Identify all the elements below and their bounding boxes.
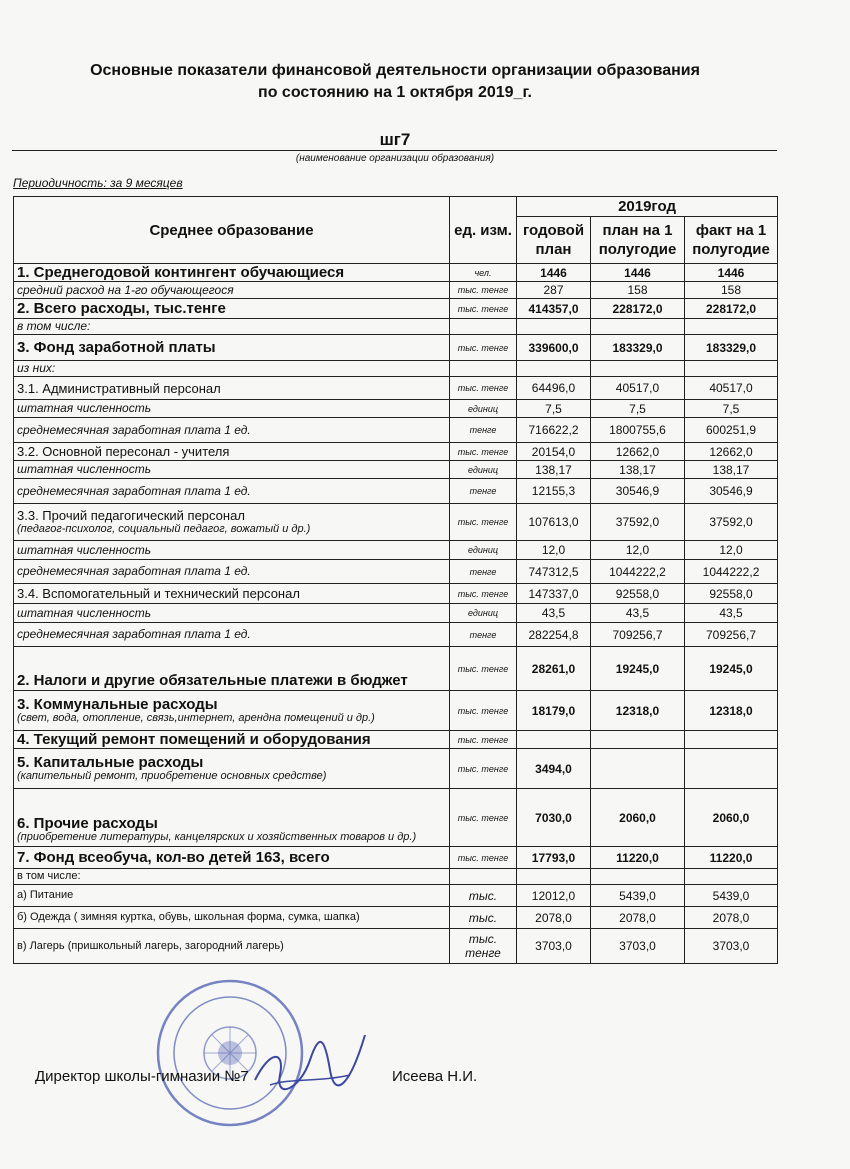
header-half-plan: план на 1 полугодие [591,217,685,264]
table-row [14,335,778,361]
table-row [14,377,778,400]
row-label-text: среднемесячная заработная плата 1 ед. [17,627,251,641]
row-label [14,400,450,418]
half-fact-value: 158 [685,282,778,299]
half-fact-value: 12318,0 [685,691,778,731]
table-row [14,789,778,847]
table-row [14,400,778,418]
annual-plan-value: 747312,5 [517,560,591,584]
half-plan-value: 92558,0 [591,584,685,604]
row-label-text: 7. Фонд всеобуча, кол-во детей 163, всего [17,849,330,866]
half-plan-value: 40517,0 [591,377,685,400]
half-fact-value: 228172,0 [685,299,778,319]
half-fact-value: 12,0 [685,541,778,560]
half-fact-value: 1044222,2 [685,560,778,584]
row-label [14,418,450,443]
organization-underline [12,150,777,151]
half-plan-value [591,869,685,885]
row-unit: тенге [450,479,517,504]
row-sublabel: (педагог-психолог, социальный педагог, вожатый и др.) [17,523,311,535]
annual-plan-value: 12,0 [517,541,591,560]
annual-plan-value: 12012,0 [517,885,591,907]
row-unit [450,361,517,377]
annual-plan-value [517,731,591,749]
row-label [14,847,450,869]
row-label [14,541,450,560]
annual-plan-value: 28261,0 [517,647,591,691]
row-unit: единиц [450,541,517,560]
half-fact-value: 43,5 [685,604,778,623]
half-plan-value: 19245,0 [591,647,685,691]
row-label-text: 6. Прочие расходы [17,815,158,832]
half-plan-value [591,749,685,789]
row-unit: тыс. тенге [450,929,517,964]
row-sublabel: (приобретение литературы, канцелярских и хозяйственных товаров и др.) [17,831,417,843]
row-label-text: в том числе: [17,319,91,333]
row-unit: тыс. [450,907,517,929]
half-plan-value: 5439,0 [591,885,685,907]
row-label-text: 1. Среднегодовой контингент обучающиеся [17,264,345,281]
row-label-text: а) Питание [17,889,74,901]
half-plan-value [591,319,685,335]
half-plan-value: 43,5 [591,604,685,623]
table-row [14,584,778,604]
table-row [14,647,778,691]
row-label-text: штатная численность [17,401,152,415]
financial-table [13,196,778,964]
row-unit: тыс. тенге [450,504,517,541]
row-label [14,560,450,584]
annual-plan-value: 287 [517,282,591,299]
half-fact-value: 138,17 [685,461,778,479]
half-fact-value: 7,5 [685,400,778,418]
row-label [14,282,450,299]
row-label [14,789,450,847]
row-sublabel: (свет, вода, отопление, связь,интернет, арендна помещений и др.) [17,711,375,724]
row-unit: тыс. тенге [450,691,517,731]
report-date-line: по состоянию на 1 октября 2019_г. [258,84,532,101]
row-unit: тыс. тенге [450,647,517,691]
table-row [14,443,778,461]
row-unit: тенге [450,560,517,584]
half-fact-value [685,731,778,749]
row-label-text: из них: [17,361,56,375]
annual-plan-value: 107613,0 [517,504,591,541]
row-label-text: 5. Капитальные расходы [17,753,204,771]
header-unit: ед. изм. [450,197,517,264]
table-row [14,749,778,789]
organization-note: (наименование организации образования) [295,153,495,164]
half-plan-value: 158 [591,282,685,299]
row-unit [450,319,517,335]
row-unit: тыс. тенге [450,377,517,400]
row-label [14,461,450,479]
half-fact-value [685,749,778,789]
table-row [14,907,778,929]
annual-plan-value: 17793,0 [517,847,591,869]
row-unit: единиц [450,604,517,623]
row-unit [450,869,517,885]
annual-plan-value: 414357,0 [517,299,591,319]
annual-plan-value: 43,5 [517,604,591,623]
annual-plan-value [517,361,591,377]
row-label-text: штатная численность [17,605,152,620]
half-plan-value: 12662,0 [591,443,685,461]
half-plan-value: 138,17 [591,461,685,479]
annual-plan-value [517,869,591,885]
table-row [14,264,778,282]
half-plan-value: 2078,0 [591,907,685,929]
annual-plan-value: 3703,0 [517,929,591,964]
row-label [14,885,450,907]
row-unit: тыс. тенге [450,847,517,869]
row-unit: тыс. тенге [450,584,517,604]
header-education: Среднее образование [14,197,450,264]
half-plan-value: 37592,0 [591,504,685,541]
row-label [14,731,450,749]
row-label-text: 2. Всего расходы, тыс.тенге [17,300,226,317]
table-row [14,461,778,479]
row-label-text: в том числе: [17,870,81,882]
table-row [14,929,778,964]
table-row [14,299,778,319]
row-unit: тыс. тенге [450,749,517,789]
half-plan-value [591,361,685,377]
row-unit: тыс. тенге [450,335,517,361]
table-row [14,319,778,335]
annual-plan-value: 3494,0 [517,749,591,789]
half-plan-value: 228172,0 [591,299,685,319]
header-annual-plan: годовой план [517,217,591,264]
row-label-text: 3.3. Прочий педагогический персонал [17,508,245,523]
half-plan-value: 7,5 [591,400,685,418]
row-label [14,604,450,623]
half-fact-value [685,319,778,335]
row-unit: тыс. тенге [450,443,517,461]
half-plan-value: 30546,9 [591,479,685,504]
row-label-text: 3.1. Административный персонал [17,380,221,396]
row-unit: единиц [450,400,517,418]
half-plan-value: 12,0 [591,541,685,560]
table-row [14,731,778,749]
row-label [14,335,450,361]
table-row [14,885,778,907]
half-fact-value: 11220,0 [685,847,778,869]
half-fact-value: 40517,0 [685,377,778,400]
row-unit: единиц [450,461,517,479]
row-label-text: 3.4. Вспомогательный и технический персонал [17,586,300,601]
half-plan-value: 3703,0 [591,929,685,964]
row-sublabel: (капительный ремонт, приобретение основных средстве) [17,769,327,782]
half-fact-value: 2060,0 [685,789,778,847]
half-fact-value: 30546,9 [685,479,778,504]
row-label [14,869,450,885]
row-unit: тыс. тенге [450,282,517,299]
row-label-text: 2. Налоги и другие обязательные платежи в бюджет [17,672,408,689]
table-row [14,604,778,623]
half-plan-value: 1446 [591,264,685,282]
annual-plan-value: 20154,0 [517,443,591,461]
row-label [14,647,450,691]
half-plan-value: 2060,0 [591,789,685,847]
half-fact-value: 37592,0 [685,504,778,541]
half-fact-value: 1446 [685,264,778,282]
row-unit: чел. [450,264,517,282]
annual-plan-value: 64496,0 [517,377,591,400]
signatory-title: Директор школы-гимназии №7 [35,1068,249,1085]
row-label [14,749,450,789]
row-unit: тыс. тенге [450,299,517,319]
table-row [14,691,778,731]
row-label-text: в) Лагерь (пришкольный лагерь, загородний лагерь) [17,939,284,952]
half-fact-value: 5439,0 [685,885,778,907]
row-unit: тыс. тенге [450,789,517,847]
half-fact-value: 183329,0 [685,335,778,361]
row-label [14,584,450,604]
row-label-text: 3. Коммунальные расходы [17,695,218,713]
row-label-text: штатная численность [17,462,152,476]
annual-plan-value: 12155,3 [517,479,591,504]
row-unit: тыс. тенге [450,731,517,749]
row-label-text: штатная численность [17,542,152,557]
report-title: Основные показатели финансовой деятельности организации образования [90,62,700,79]
row-unit: тенге [450,623,517,647]
half-plan-value: 709256,7 [591,623,685,647]
annual-plan-value: 282254,8 [517,623,591,647]
half-fact-value: 709256,7 [685,623,778,647]
table-row [14,479,778,504]
organization-name: шг7 [379,130,411,149]
annual-plan-value: 7,5 [517,400,591,418]
row-label-text: среднемесячная заработная плата 1 ед. [17,422,251,437]
row-label-text: 3. Фонд заработной платы [17,339,216,356]
row-label [14,504,450,541]
row-label [14,299,450,319]
table-row [14,541,778,560]
annual-plan-value: 7030,0 [517,789,591,847]
row-label [14,479,450,504]
row-label-text: 3.2. Основной пересонал - учителя [17,444,230,459]
annual-plan-value: 138,17 [517,461,591,479]
half-plan-value: 183329,0 [591,335,685,361]
row-label [14,907,450,929]
half-plan-value: 11220,0 [591,847,685,869]
half-fact-value: 92558,0 [685,584,778,604]
table-row [14,623,778,647]
row-label [14,264,450,282]
annual-plan-value: 339600,0 [517,335,591,361]
half-plan-value: 12318,0 [591,691,685,731]
table-row [14,869,778,885]
row-label [14,377,450,400]
row-label [14,623,450,647]
row-unit: тыс. [450,885,517,907]
annual-plan-value: 2078,0 [517,907,591,929]
table-row [14,560,778,584]
row-label [14,691,450,731]
row-label-text: среднемесячная заработная плата 1 ед. [17,564,251,578]
table-row [14,361,778,377]
half-fact-value: 600251,9 [685,418,778,443]
row-label-text: б) Одежда ( зимняя куртка, обувь, школьная форма, сумка, шапка) [17,911,360,923]
table-row [14,847,778,869]
half-plan-value: 1800755,6 [591,418,685,443]
annual-plan-value: 147337,0 [517,584,591,604]
row-label [14,929,450,964]
annual-plan-value [517,319,591,335]
row-label [14,443,450,461]
signature [250,1030,370,1105]
header-year: 2019год [517,197,778,217]
row-label [14,319,450,335]
row-label-text: 4. Текущий ремонт помещений и оборудования [17,731,371,748]
annual-plan-value: 716622,2 [517,418,591,443]
half-fact-value: 12662,0 [685,443,778,461]
half-fact-value: 2078,0 [685,907,778,929]
table-row [14,504,778,541]
half-fact-value: 19245,0 [685,647,778,691]
signatory-name: Исеева Н.И. [392,1068,478,1085]
table-row [14,418,778,443]
row-unit: тенге [450,418,517,443]
row-label-text: средний расход на 1-го обучающегося [17,282,234,297]
annual-plan-value: 1446 [517,264,591,282]
header-half-fact: факт на 1 полугодие [685,217,778,264]
row-label [14,361,450,377]
half-fact-value [685,361,778,377]
half-fact-value [685,869,778,885]
annual-plan-value: 18179,0 [517,691,591,731]
table-row [14,282,778,299]
half-plan-value: 1044222,2 [591,560,685,584]
periodicity: Периодичность: за 9 месяцев [13,176,183,190]
half-fact-value: 3703,0 [685,929,778,964]
row-label-text: среднемесячная заработная плата 1 ед. [17,483,251,498]
half-plan-value [591,731,685,749]
